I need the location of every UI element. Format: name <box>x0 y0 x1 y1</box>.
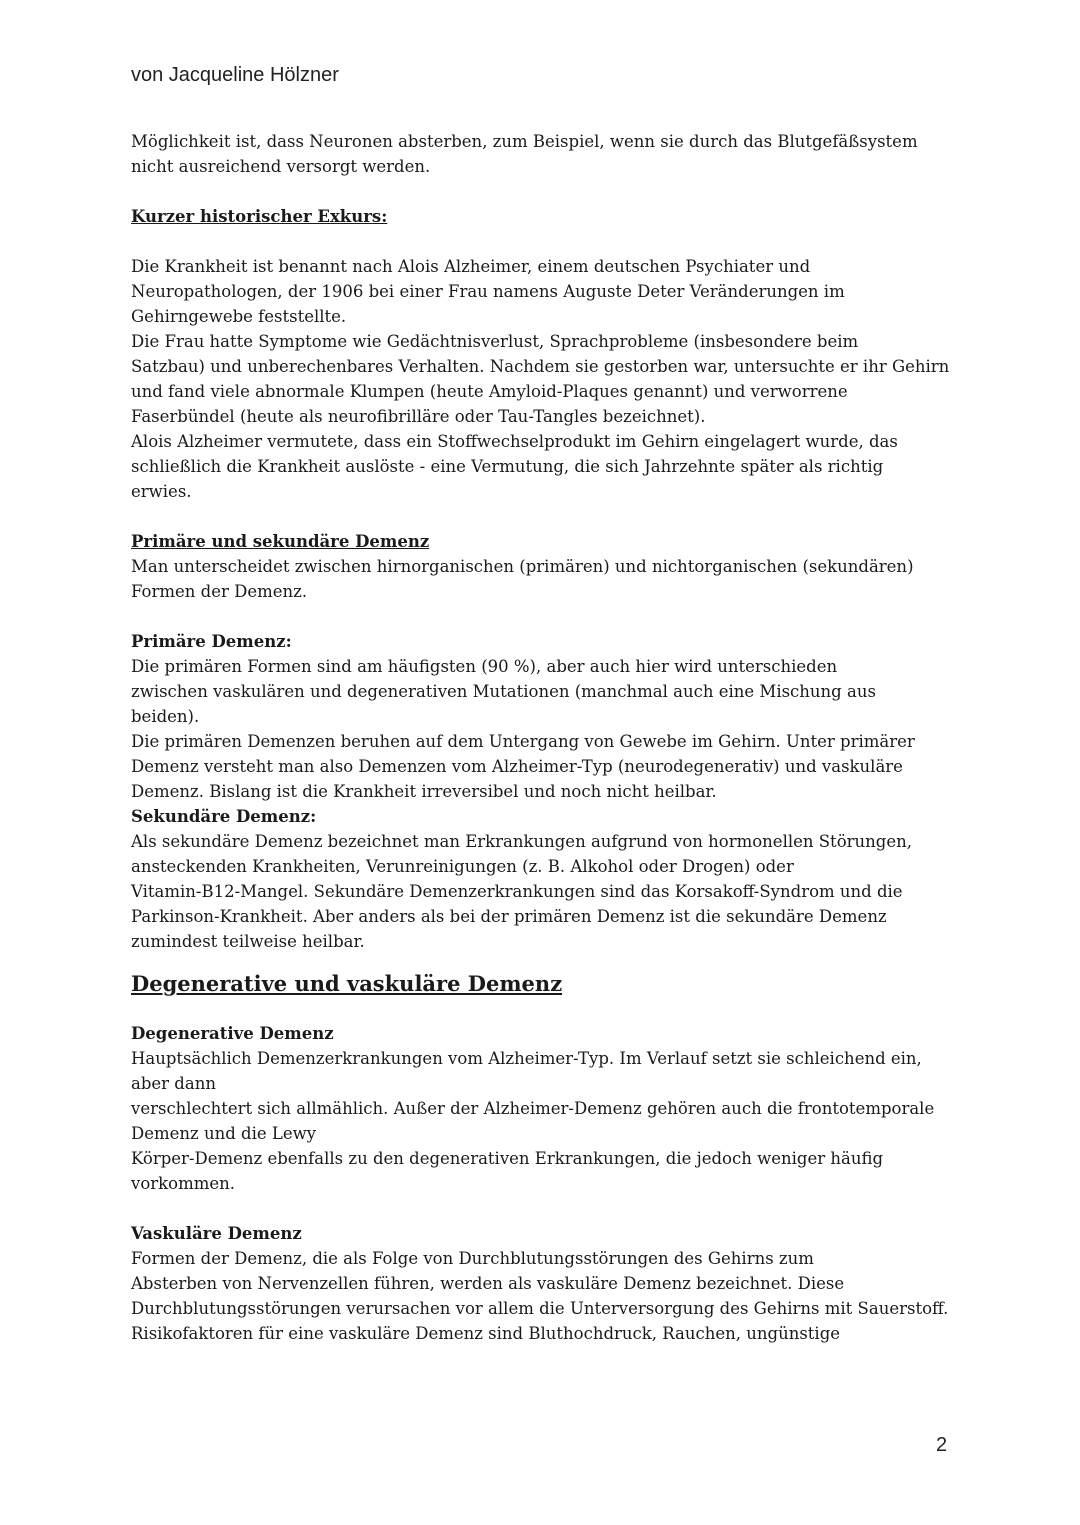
subsection-heading: Primäre Demenz: <box>131 632 292 651</box>
text-line: Faserbündel (heute als neurofibrilläre oder Tau-Tangles bezeichnet). <box>131 407 706 426</box>
text-line: ansteckenden Krankheiten, Verunreinigungen (z. B. Alkohol oder Drogen) oder <box>131 857 794 876</box>
text-line: Als sekundäre Demenz bezeichnet man Erkrankungen aufgrund von hormonellen Störungen, <box>131 832 912 851</box>
text-line: Möglichkeit ist, dass Neuronen absterben, zum Beispiel, wenn sie durch das Blutgefäßsystem <box>131 132 918 151</box>
text-line: Formen der Demenz, die als Folge von Durchblutungsstörungen des Gehirns zum <box>131 1249 814 1268</box>
subsection-heading: Degenerative Demenz <box>131 1024 334 1043</box>
primary-dementia-section <box>131 629 961 804</box>
text-line: Formen der Demenz. <box>131 582 308 601</box>
section-heading: Primäre und sekundäre Demenz <box>131 532 430 551</box>
text-line: und fand viele abnormale Klumpen (heute Amyloid-Plaques genannt) und verworrene <box>131 382 848 401</box>
intro-paragraph <box>131 129 961 179</box>
subsection-heading: Vaskuläre Demenz <box>131 1224 302 1243</box>
degenerative-dementia-section <box>131 1021 961 1196</box>
text-line: Parkinson-Krankheit. Aber anders als bei der primären Demenz ist die sekundäre Demenz <box>131 907 887 926</box>
text-line: beiden). <box>131 707 200 726</box>
document-body <box>131 129 961 1346</box>
text-line: Demenz versteht man also Demenzen vom Alzheimer-Typ (neurodegenerativ) und vaskuläre <box>131 757 903 776</box>
chapter-heading: Degenerative und vaskuläre Demenz <box>131 971 563 996</box>
text-line: Körper-Demenz ebenfalls zu den degenerativen Erkrankungen, die jedoch weniger häufig <box>131 1149 884 1168</box>
text-line: Neuropathologen, der 1906 bei einer Frau namens Auguste Deter Veränderungen im <box>131 282 845 301</box>
text-line: Alois Alzheimer vermutete, dass ein Stoffwechselprodukt im Gehirn eingelagert wurde, das <box>131 432 898 451</box>
secondary-dementia-section <box>131 804 961 954</box>
text-line: Die primären Formen sind am häufigsten (90 %), aber auch hier wird unterschieden <box>131 657 838 676</box>
text-line: erwies. <box>131 482 192 501</box>
page-number: 2 <box>936 1434 948 1456</box>
text-line: vorkommen. <box>131 1174 236 1193</box>
primary-secondary-section <box>131 529 961 604</box>
page-header-author: von Jacqueline Hölzner <box>131 64 339 86</box>
vascular-dementia-section <box>131 1221 961 1346</box>
history-section <box>131 204 961 504</box>
text-line: aber dann <box>131 1074 216 1093</box>
text-line: Risikofaktoren für eine vaskuläre Demenz sind Bluthochdruck, Rauchen, ungünstige <box>131 1324 841 1343</box>
text-line: schließlich die Krankheit auslöste - eine Vermutung, die sich Jahrzehnte später als richtig <box>131 457 884 476</box>
text-line: Man unterscheidet zwischen hirnorganischen (primären) und nichtorganischen (sekundären) <box>131 557 914 576</box>
text-line: zumindest teilweise heilbar. <box>131 932 365 951</box>
text-line: Die Frau hatte Symptome wie Gedächtnisverlust, Sprachprobleme (insbesondere beim <box>131 332 859 351</box>
text-line: Demenz. Bislang ist die Krankheit irreversibel und noch nicht heilbar. <box>131 782 717 801</box>
text-line: Die primären Demenzen beruhen auf dem Untergang von Gewebe im Gehirn. Unter primärer <box>131 732 915 751</box>
text-line: Satzbau) und unberechenbares Verhalten. Nachdem sie gestorben war, untersuchte er ihr Gehirn <box>131 357 950 376</box>
text-line: Vitamin-B12-Mangel. Sekundäre Demenzerkrankungen sind das Korsakoff-Syndrom und die <box>131 882 903 901</box>
text-line: Demenz und die Lewy <box>131 1124 317 1143</box>
text-line: verschlechtert sich allmählich. Außer der Alzheimer-Demenz gehören auch die frontotemporale <box>131 1099 935 1118</box>
text-line: Absterben von Nervenzellen führen, werden als vaskuläre Demenz bezeichnet. Diese <box>131 1274 845 1293</box>
subsection-heading: Sekundäre Demenz: <box>131 807 317 826</box>
text-line: nicht ausreichend versorgt werden. <box>131 157 431 176</box>
text-line: Die Krankheit ist benannt nach Alois Alzheimer, einem deutschen Psychiater und <box>131 257 811 276</box>
text-line: Gehirngewebe feststellte. <box>131 307 347 326</box>
text-line: zwischen vaskulären und degenerativen Mutationen (manchmal auch eine Mischung aus <box>131 682 876 701</box>
text-line: Durchblutungsstörungen verursachen vor allem die Unterversorgung des Gehirns mit Sauerstoff. <box>131 1299 949 1318</box>
section-heading: Kurzer historischer Exkurs: <box>131 207 388 226</box>
text-line: Hauptsächlich Demenzerkrankungen vom Alzheimer-Typ. Im Verlauf setzt sie schleichend ein, <box>131 1049 922 1068</box>
